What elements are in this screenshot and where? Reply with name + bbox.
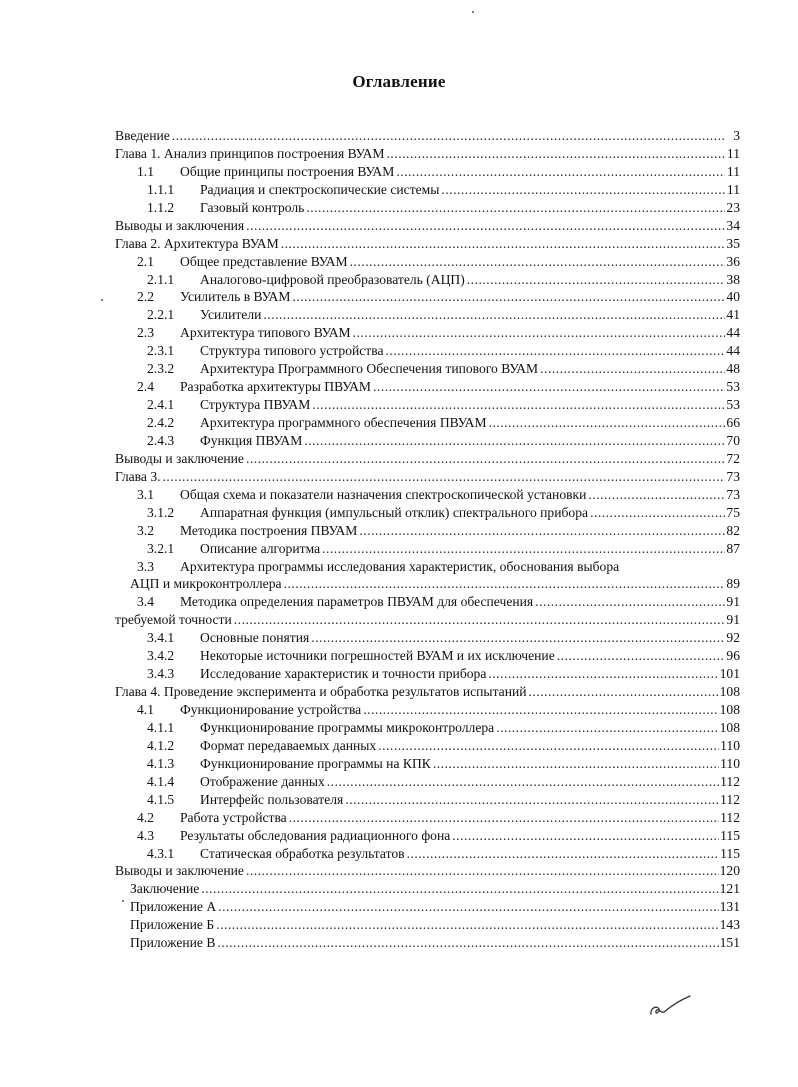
- toc-entry-label: Приложение В: [130, 935, 216, 951]
- toc-entry-number: 3.4.1: [147, 630, 175, 646]
- toc-entry[interactable]: [115, 127, 740, 145]
- toc-page-number: 92: [726, 630, 740, 646]
- toc-leader-dots: [452, 827, 719, 845]
- toc-entry[interactable]: [115, 288, 740, 306]
- toc-leader-dots: [327, 773, 719, 791]
- toc-entry[interactable]: [115, 504, 740, 522]
- toc-entry[interactable]: [115, 558, 740, 576]
- toc-entry-number: 1.1.1: [147, 181, 175, 197]
- toc-entry[interactable]: [115, 898, 740, 916]
- toc-entry-label: Введение: [115, 128, 170, 143]
- toc-page-number: 53: [726, 379, 740, 395]
- toc-entry-label: Общие принципы построения ВУАМ: [180, 163, 395, 179]
- toc-leader-dots: [387, 145, 726, 163]
- toc-entry-label: Статическая обработка результатов: [200, 845, 405, 861]
- toc-leader-dots: [218, 898, 718, 916]
- toc-entry-label: Отображение данных: [200, 773, 325, 789]
- toc-entry[interactable]: [115, 486, 740, 504]
- toc-leader-dots: [441, 181, 725, 199]
- toc-page-number: 82: [726, 522, 740, 538]
- toc-entry[interactable]: [115, 773, 740, 791]
- toc-page-number: 35: [726, 235, 740, 251]
- toc-entry-number: 2.3.1: [147, 343, 175, 359]
- toc-page-number: 44: [726, 343, 740, 359]
- toc-entry-label: Функционирование устройства: [180, 702, 362, 717]
- toc-entry-label: Исследование характеристик и точности прибора: [200, 666, 487, 682]
- toc-entry-label: Архитектура Программного Обеспечения типового ВУАМ: [200, 361, 539, 377]
- toc-entry-label: Архитектура программы исследования характеристик, обоснования выбора: [180, 558, 620, 574]
- toc-page-number: 110: [720, 737, 740, 753]
- toc-leader-dots: [322, 540, 725, 558]
- toc-entry-label: Глава 4. Проведение эксперимента и обработка результатов испытаний: [115, 684, 527, 700]
- toc-row: [115, 773, 740, 791]
- toc-entry[interactable]: [115, 396, 740, 414]
- toc-page-number: 3: [733, 128, 740, 143]
- toc-row: [115, 665, 740, 683]
- toc-row: [115, 916, 740, 934]
- toc-row: [115, 360, 740, 378]
- toc-entry[interactable]: [115, 719, 740, 737]
- toc-page-number: 66: [726, 415, 740, 430]
- toc-row: [115, 827, 740, 845]
- toc-entry-label: Функционирование программы на КПК: [200, 755, 431, 771]
- toc-entry-number: 4.3: [137, 827, 154, 843]
- toc-entry-number: 3.1.2: [147, 504, 175, 520]
- toc-page-number: 34: [726, 217, 740, 233]
- toc-page-number: 151: [719, 935, 740, 951]
- toc-row: [115, 414, 740, 432]
- toc-entry-label: Общее представление ВУАМ: [180, 253, 348, 269]
- toc-row: [115, 934, 740, 952]
- scan-speck: [472, 11, 474, 13]
- toc-entry-label: Усилители: [200, 307, 262, 323]
- toc-entry[interactable]: [115, 235, 740, 253]
- toc-entry-number: 2.1: [137, 253, 154, 269]
- scan-speck: [122, 900, 124, 902]
- toc-leader-dots: [234, 611, 725, 629]
- toc-leader-dots: [386, 342, 725, 360]
- toc-page-number: 75: [726, 504, 740, 520]
- toc-entry-number: 4.1.5: [147, 791, 175, 807]
- toc-entry-label: Аппаратная функция (импульсный отклик) спектрального прибора: [200, 504, 589, 520]
- toc-entry-number: 4.1.3: [147, 755, 175, 771]
- toc-entry-label: Структура типового устройства: [200, 343, 384, 359]
- toc-leader-dots: [172, 127, 725, 145]
- scan-speck: [101, 299, 103, 301]
- toc-row: [115, 306, 740, 324]
- toc-row: [115, 558, 740, 576]
- toc-leader-dots: [284, 575, 725, 593]
- toc-entry-number: 3.2.1: [147, 540, 175, 556]
- toc-entry[interactable]: [115, 306, 740, 324]
- toc-row: [115, 199, 740, 217]
- toc-entry-number: 4.3.1: [147, 845, 175, 861]
- toc-page-number: 87: [726, 540, 740, 556]
- toc-entry[interactable]: [115, 611, 740, 629]
- toc-entry-number: 4.1.4: [147, 773, 175, 789]
- toc-entry-number: 1.1: [137, 163, 154, 179]
- toc-leader-dots: [557, 647, 725, 665]
- toc-row: [115, 396, 740, 414]
- toc-leader-dots: [292, 288, 725, 306]
- toc-row: [115, 271, 740, 289]
- toc-entry-label: Разработка архитектуры ПВУАМ: [180, 379, 372, 395]
- toc-entry-label: Приложение Б: [130, 917, 215, 933]
- toc-entry-number: 3.2: [137, 522, 154, 538]
- toc-entry-label: АЦП и микроконтроллера: [130, 576, 282, 592]
- toc-leader-dots: [540, 360, 725, 378]
- toc-page-number: 38: [726, 271, 740, 287]
- toc-entry-label: Описание алгоритма: [200, 540, 321, 556]
- toc-leader-dots: [467, 271, 725, 289]
- toc-entry-number: 2.4.2: [147, 415, 175, 430]
- toc-page-number: 143: [719, 917, 740, 933]
- toc-row: [115, 181, 740, 199]
- toc-entry[interactable]: [115, 737, 740, 755]
- toc-entry[interactable]: [115, 862, 740, 880]
- toc-entry-label: Работа устройства: [180, 809, 287, 825]
- toc-entry[interactable]: [115, 827, 740, 845]
- toc-leader-dots: [311, 629, 725, 647]
- toc-entry-label: Выводы и заключение: [115, 863, 244, 879]
- toc-entry[interactable]: [115, 916, 740, 934]
- toc-row: [115, 862, 740, 880]
- toc-leader-dots: [163, 468, 725, 486]
- toc-page-number: 89: [726, 576, 740, 592]
- toc-page-number: 108: [719, 719, 740, 735]
- toc-page-number: 112: [720, 809, 740, 825]
- toc-page-number: 96: [726, 648, 740, 664]
- toc-entry[interactable]: [115, 360, 740, 378]
- toc-leader-dots: [407, 845, 720, 863]
- toc-entry[interactable]: [115, 791, 740, 809]
- toc-row: [115, 342, 740, 360]
- toc-page-number: 72: [726, 450, 740, 466]
- toc-row: [115, 235, 740, 253]
- toc-leader-dots: [529, 683, 719, 701]
- toc-leader-dots: [312, 396, 725, 414]
- toc-entry-label: Функция ПВУАМ: [200, 432, 303, 448]
- toc-page-number: 121: [719, 881, 740, 897]
- toc-entry-label: Основные понятия: [200, 630, 310, 646]
- toc-entry-label: Заключение: [130, 881, 200, 897]
- toc-row: [115, 575, 740, 593]
- toc-entry-number: 4.2: [137, 809, 154, 825]
- toc-row: [115, 288, 740, 306]
- toc-leader-dots: [488, 665, 718, 683]
- handwritten-signature-icon: [648, 992, 692, 1020]
- document-title: Оглавление: [352, 72, 446, 91]
- toc-entry[interactable]: [115, 181, 740, 199]
- toc-entry-number: 3.4.2: [147, 648, 175, 664]
- toc-entry-label: Функционирование программы микроконтроллера: [200, 719, 495, 735]
- toc-entry-number: 1.1.2: [147, 199, 175, 215]
- toc-entry[interactable]: [115, 217, 740, 235]
- toc-entry-label: Аналогово-цифровой преобразователь (АЦП): [200, 271, 465, 287]
- toc-entry[interactable]: [115, 199, 740, 217]
- toc-entry[interactable]: [115, 522, 740, 540]
- toc-entry-label: Некоторые источники погрешностей ВУАМ и их исключение: [200, 648, 555, 664]
- toc-row: [115, 593, 740, 611]
- toc-entry[interactable]: [115, 665, 740, 683]
- toc-entry-label: Методика определения параметров ПВУАМ для обеспечения: [180, 594, 534, 610]
- toc-row: [115, 324, 740, 342]
- toc-entry[interactable]: [115, 683, 740, 701]
- toc-entry-label: Глава 3.: [115, 468, 161, 484]
- toc-entry-label: Общая схема и показатели назначения спектроскопической установки: [180, 486, 587, 502]
- toc-entry-label: Выводы и заключение: [115, 450, 244, 466]
- toc-entry-number: 3.3: [137, 558, 154, 574]
- toc-page-number: 108: [719, 684, 740, 700]
- toc-row: [115, 719, 740, 737]
- toc-entry[interactable]: [115, 342, 740, 360]
- toc-row: [115, 468, 740, 486]
- toc-entry-label: Газовый контроль: [200, 199, 305, 215]
- toc-entry-number: 2.3.2: [147, 361, 175, 377]
- toc-row: [115, 611, 740, 629]
- toc-row: [115, 145, 740, 163]
- toc-entry-label: Методика построения ПВУАМ: [180, 522, 358, 538]
- toc-leader-dots: [588, 486, 725, 504]
- toc-leader-dots: [350, 253, 725, 271]
- toc-entry[interactable]: [115, 145, 740, 163]
- toc-entry-number: 2.4.1: [147, 397, 175, 413]
- toc-entry-number: 3.1: [137, 486, 154, 502]
- toc-page-number: 73: [726, 468, 740, 484]
- toc-entry[interactable]: [115, 414, 740, 432]
- toc-entry[interactable]: [115, 755, 740, 773]
- toc-entry[interactable]: [115, 575, 740, 593]
- toc-entry[interactable]: [115, 540, 740, 558]
- toc-entry[interactable]: [115, 271, 740, 289]
- toc-leader-dots: [246, 862, 719, 880]
- toc-row: [115, 378, 740, 396]
- toc-row: [115, 522, 740, 540]
- toc-entry-number: 2.2.1: [147, 307, 175, 323]
- toc-leader-dots: [281, 235, 725, 253]
- toc-row: [115, 504, 740, 522]
- toc-leader-dots: [246, 217, 725, 235]
- toc-leader-dots: [359, 522, 725, 540]
- toc-entry[interactable]: [115, 701, 740, 719]
- toc-page-number: 73: [726, 486, 740, 502]
- toc-page-number: 112: [720, 791, 740, 807]
- toc-entry[interactable]: [115, 647, 740, 665]
- toc-row: [115, 755, 740, 773]
- toc-entry-number: 2.4.3: [147, 432, 175, 448]
- toc-page-number: 110: [720, 755, 740, 771]
- toc-entry[interactable]: [115, 593, 740, 611]
- toc-entry-number: 2.3: [137, 325, 154, 341]
- toc-leader-dots: [306, 199, 725, 217]
- toc-row: [115, 737, 740, 755]
- toc-page-number: 53: [726, 397, 740, 413]
- toc-row: [115, 432, 740, 450]
- toc-entry-label: Приложение А: [130, 899, 217, 915]
- toc-page-number: 91: [726, 612, 740, 628]
- toc-row: [115, 845, 740, 863]
- toc-page-number: 91: [726, 594, 740, 610]
- toc-entry[interactable]: [115, 163, 740, 181]
- toc-row: [115, 127, 740, 145]
- toc-leader-dots: [363, 701, 718, 719]
- toc-entry-label: Глава 2. Архитектура ВУАМ: [115, 235, 279, 251]
- toc-entry[interactable]: [115, 378, 740, 396]
- toc-entry-number: 4.1.1: [147, 719, 175, 735]
- toc-page-number: 11: [726, 145, 740, 161]
- toc-leader-dots: [289, 809, 719, 827]
- toc-leader-dots: [216, 916, 718, 934]
- toc-leader-dots: [396, 163, 725, 181]
- toc-page-number: 44: [726, 325, 740, 341]
- toc-page-number: 40: [726, 289, 740, 305]
- toc-entry[interactable]: [115, 468, 740, 486]
- toc-row: [115, 486, 740, 504]
- toc-leader-dots: [217, 934, 718, 952]
- toc-entry-number: 2.1.1: [147, 271, 175, 287]
- toc-leader-dots: [590, 504, 725, 522]
- toc-page-number: 70: [726, 432, 740, 448]
- toc-entry-number: 4.1: [137, 702, 154, 717]
- toc-page-number: 108: [719, 702, 740, 717]
- toc-entry[interactable]: [115, 934, 740, 952]
- toc-row: [115, 629, 740, 647]
- toc-entry-label: Формат передаваемых данных: [200, 737, 377, 753]
- table-of-contents: [115, 127, 740, 952]
- toc-page-number: 112: [720, 773, 740, 789]
- toc-leader-dots: [201, 880, 718, 898]
- toc-entry-number: 4.1.2: [147, 737, 175, 753]
- toc-entry-label: Радиация и спектроскопические системы: [200, 181, 440, 197]
- toc-page-number: 115: [720, 845, 740, 861]
- toc-page-number: 11: [726, 163, 740, 179]
- toc-entry[interactable]: [115, 880, 740, 898]
- toc-entry-label: требуемой точности: [115, 612, 232, 628]
- toc-page-number: 36: [726, 253, 740, 269]
- toc-entry-label: Интерфейс пользователя: [200, 791, 344, 807]
- toc-row: [115, 217, 740, 235]
- toc-leader-dots: [345, 791, 719, 809]
- toc-row: [115, 450, 740, 468]
- toc-entry[interactable]: [115, 324, 740, 342]
- toc-entry[interactable]: [115, 845, 740, 863]
- toc-entry-label: Усилитель в ВУАМ: [180, 289, 291, 305]
- toc-page-number: 23: [726, 199, 740, 215]
- toc-page-number: 120: [719, 863, 740, 879]
- toc-row: [115, 253, 740, 271]
- toc-row: [115, 880, 740, 898]
- toc-entry-label: Структура ПВУАМ: [200, 397, 311, 413]
- toc-entry-number: 3.4: [137, 594, 154, 610]
- toc-row: [115, 540, 740, 558]
- toc-leader-dots: [378, 737, 719, 755]
- toc-leader-dots: [246, 450, 725, 468]
- toc-leader-dots: [304, 432, 725, 450]
- toc-leader-dots: [353, 324, 725, 342]
- toc-entry[interactable]: [115, 253, 740, 271]
- toc-page-number: 131: [719, 899, 740, 915]
- toc-leader-dots: [373, 378, 725, 396]
- toc-row: [115, 898, 740, 916]
- toc-leader-dots: [489, 414, 725, 432]
- toc-row: [115, 701, 740, 719]
- toc-row: [115, 647, 740, 665]
- toc-page-number: 115: [720, 827, 740, 843]
- toc-page-number: 48: [726, 361, 740, 377]
- toc-leader-dots: [535, 593, 725, 611]
- toc-row: [115, 809, 740, 827]
- toc-row: [115, 683, 740, 701]
- toc-entry[interactable]: [115, 809, 740, 827]
- toc-entry-label: Архитектура типового ВУАМ: [180, 325, 351, 341]
- toc-entry-number: 3.4.3: [147, 666, 175, 682]
- toc-row: [115, 163, 740, 181]
- toc-page-number: 11: [726, 181, 740, 197]
- toc-entry-label: Глава 1. Анализ принципов построения ВУАМ: [115, 145, 385, 161]
- toc-page-number: 101: [719, 666, 740, 682]
- toc-row: [115, 791, 740, 809]
- toc-entry-label: Результаты обследования радиационного фона: [180, 827, 451, 843]
- toc-page-number: 41: [726, 307, 740, 323]
- toc-entry-label: Архитектура программного обеспечения ПВУАМ: [200, 415, 487, 430]
- toc-leader-dots: [496, 719, 718, 737]
- toc-entry[interactable]: [115, 432, 740, 450]
- toc-entry[interactable]: [115, 450, 740, 468]
- toc-entry-label: Выводы и заключения: [115, 217, 245, 233]
- toc-leader-dots: [433, 755, 719, 773]
- toc-entry-number: 2.4: [137, 379, 154, 395]
- toc-entry[interactable]: [115, 629, 740, 647]
- toc-entry-number: 2.2: [137, 289, 154, 305]
- toc-leader-dots: [263, 306, 725, 324]
